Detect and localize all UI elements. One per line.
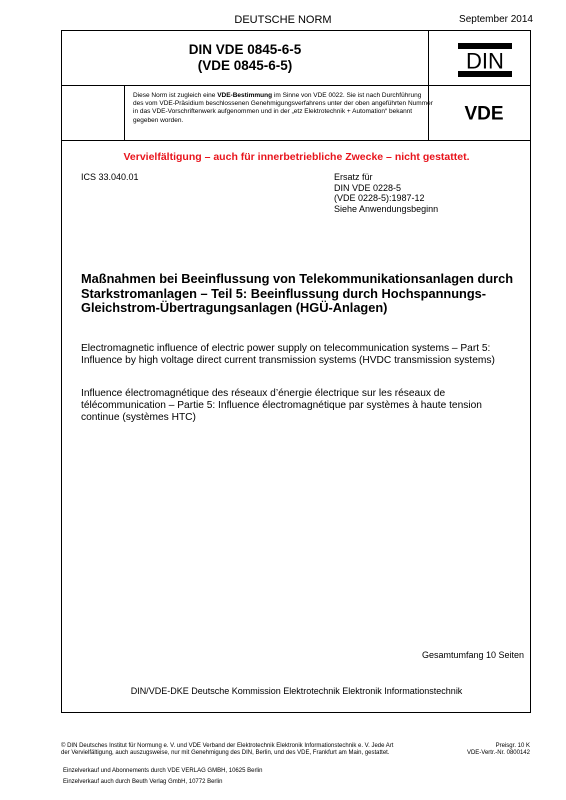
price-group: Preisgr. 10 K [495,743,530,749]
title-german: Maßnahmen bei Beeinflussung von Telekommunikationsanlagen durch Starkstromanlagen – Teil 5: Beeinflussung durch Hochspannungs-Gleichstrom-Übertragungsanlagen (HGÜ-Anlagen) [81,271,514,316]
title-english: Electromagnetic influence of electric power supply on telecommunication systems – Part 5: Influence by high voltage direct current transmission systems (HVDC transmission systems) [81,343,495,366]
order-number: VDE-Vertr.-Nr. 0800142 [466,750,530,757]
standard-number-block [62,42,428,74]
standard-alt-number: (VDE 0845-6-5) [197,58,293,73]
replacement-info [334,172,438,214]
title-french: Influence électromagnétique des réseaux d’énergie électrique sur les réseaux de télécommunication – Partie 5: Influence électromagnétique par systèmes à haute tension continue (systèmes HTC) [81,388,482,423]
cover-frame [61,30,531,713]
replacement-line: (VDE 0228-5):1987-12 [334,193,425,203]
copyright-notice: © DIN Deutsches Institut für Normung e. V. und VDE Verband der Elektrotechnik Elektronik Informationstechnik e. V. Jede Art der Vervielfältigung, auch auszugsweise, nur mit Genehmigung des DIN, Berlin, und des VDE, Frankfurt am Main, gestattet. [61,743,394,757]
din-logo [457,42,513,78]
publication-date: September 2014 [459,14,533,25]
document-category: DEUTSCHE NORM [234,14,332,26]
reproduction-notice: Vervielfältigung – auch für innerbetriebliche Zwecke – nicht gestattet. [123,151,470,163]
divider-header [61,85,531,86]
sales-info-beuth: Einzelverkauf auch durch Beuth Verlag GmbH, 10772 Berlin [63,779,223,785]
replacement-line: Siehe Anwendungsbeginn [334,203,439,214]
replacement-line: Ersatz für [334,172,373,182]
din-logo-text: DIN [466,48,504,74]
price-info [420,743,530,758]
vde-regulation-notice: Diese Norm ist zugleich eine VDE-Bestimmung im Sinne von VDE 0022. Sie ist nach Durchführung des vom VDE-Präsidium beschlossenen Genehmigungsverfahrens unter der oben angeführten Nummer in das VDE-Vorschriftenwerk aufgenommen und in der „etz Elektrotechnik + Automation“ bekannt gegeben worden. [133,92,433,124]
committee-name: DIN/VDE-DKE Deutsche Kommission Elektrotechnik Elektronik Informationstechnik [130,686,463,696]
divider-footer [61,712,531,713]
sales-info-vde: Einzelverkauf und Abonnements durch VDE VERLAG GMBH, 10625 Berlin [63,768,263,774]
vde-logo [452,104,516,122]
vde-logo-text: VDE [464,104,504,122]
divider-notice-left [124,85,125,140]
replacement-line: DIN VDE 0228-5 [334,182,402,193]
total-pages: Gesamtumfang 10 Seiten [421,650,524,660]
divider-notice [61,140,531,141]
standard-number: DIN VDE 0845-6-5 [188,42,302,57]
ics-code: ICS 33.040.01 [81,172,139,182]
